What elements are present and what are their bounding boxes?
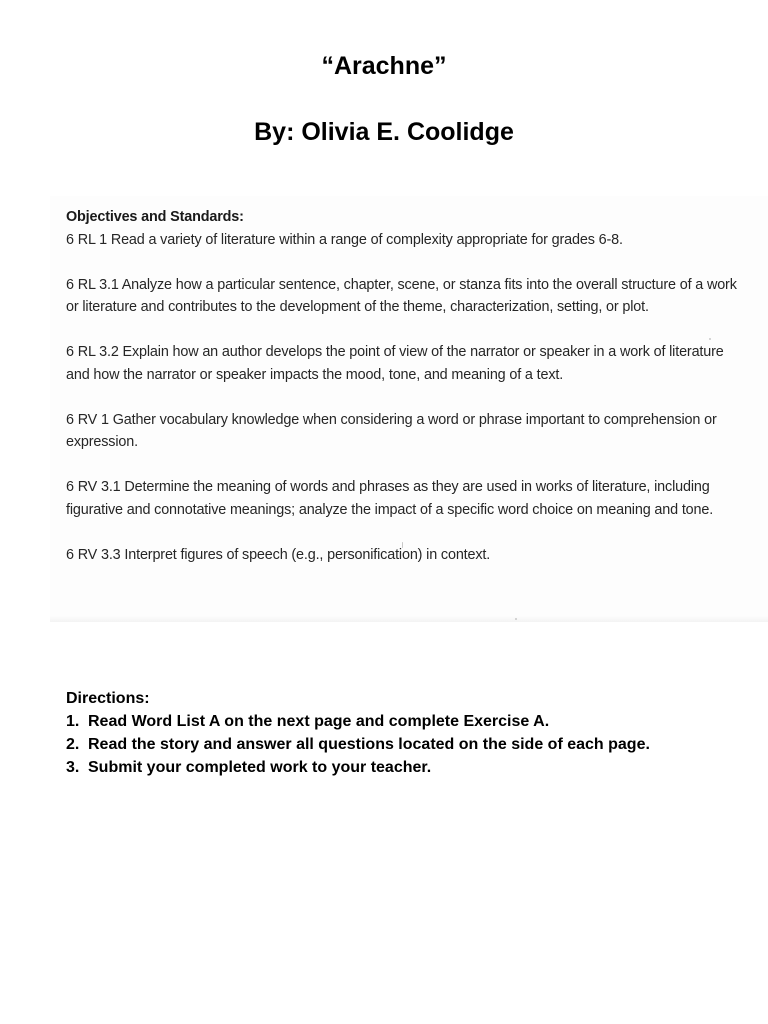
standard-item <box>66 544 746 567</box>
direction-text: Read Word List A on the next page and complete Exercise A. <box>88 713 550 730</box>
standard-item <box>66 409 746 454</box>
standard-code: 6 RV 1 <box>66 411 109 428</box>
directions-heading: Directions: <box>66 690 150 707</box>
standard-code: 6 RL 3.1 <box>66 276 119 293</box>
direction-item <box>66 756 756 779</box>
directions-section <box>66 687 756 779</box>
standard-item <box>66 229 746 252</box>
standard-code: 6 RV 3.3 <box>66 546 121 563</box>
standard-code: 6 RV 3.1 <box>66 479 121 495</box>
document-title: “Arachne” <box>321 52 447 80</box>
standard-text: Explain how an author develops the point of view of the narrator or speaker in a work of literature and how the narrator or speaker impacts the mood, tone, and meaning of a text. <box>66 344 724 383</box>
objectives-and-standards <box>66 206 746 589</box>
direction-number: 3. <box>66 759 80 776</box>
standard-item <box>66 274 746 319</box>
direction-item <box>66 710 756 733</box>
directions-list <box>66 710 756 779</box>
author-line: By: Olivia E. Coolidge <box>254 118 514 146</box>
standard-code: 6 RL 1 <box>66 231 107 248</box>
direction-item <box>66 733 756 756</box>
standard-text: Determine the meaning of words and phrases as they are used in works of literature, including figurative and connotative meanings; analyze the impact of a specific word choice on meaning and tone. <box>66 479 714 518</box>
objectives-heading: Objectives and Standards: <box>66 209 244 225</box>
scan-speck <box>515 618 517 620</box>
standard-text: Analyze how a particular sentence, chapter, scene, or stanza fits into the overall structure of a work or literature and contributes to the development of the theme, characterization, setting, or plot. <box>66 276 737 315</box>
standard-code: 6 RL 3.2 <box>66 344 119 360</box>
standard-text: Gather vocabulary knowledge when considering a word or phrase important to comprehension or expression. <box>66 411 717 450</box>
direction-number: 2. <box>66 736 80 753</box>
direction-text: Submit your completed work to your teacher. <box>88 759 432 776</box>
standard-text: Read a variety of literature within a range of complexity appropriate for grades 6-8. <box>110 231 623 248</box>
standard-item <box>66 341 746 386</box>
standard-text: Interpret figures of speech (e.g., personification) in context. <box>124 546 491 563</box>
direction-text: Read the story and answer all questions located on the side of each page. <box>88 736 650 753</box>
direction-number: 1. <box>66 713 80 730</box>
standard-item <box>66 476 746 521</box>
